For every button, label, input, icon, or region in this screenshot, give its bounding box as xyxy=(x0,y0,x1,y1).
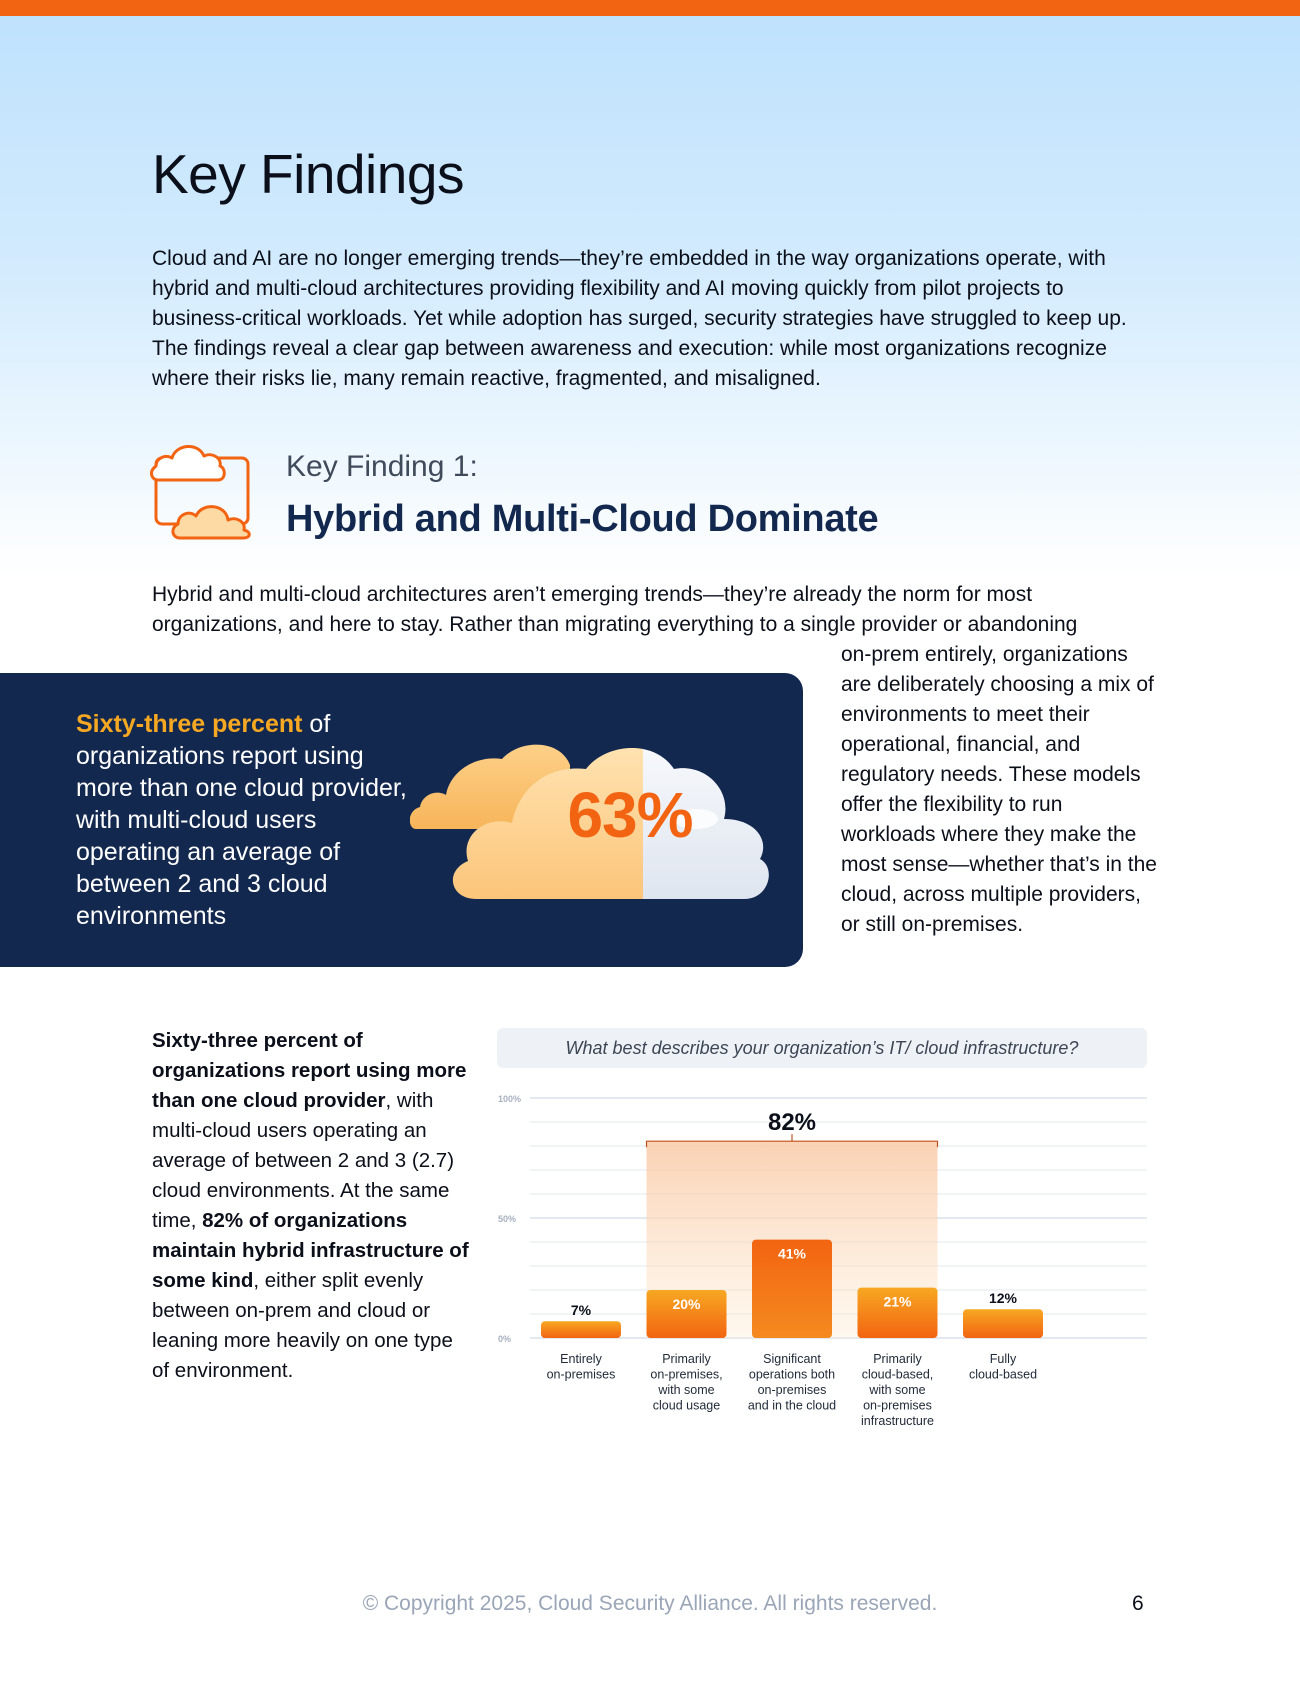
y-tick-label: 0% xyxy=(498,1334,512,1344)
bar-value-label: 12% xyxy=(988,1290,1018,1307)
finding-paragraph-side: on-prem entirely, organizations are deliberately choosing a mix of environments to meet their operational, financial, and regulatory needs. These models offer the flexibility to run workloads where they make the most sense—whether that’s in the cloud, across multiple providers, or still on-premises. xyxy=(841,643,1157,936)
bar-value-label: 20% xyxy=(672,1296,701,1312)
y-tick-label: 50% xyxy=(498,1214,517,1224)
category-label: Significant xyxy=(763,1352,821,1366)
category-label: cloud-based xyxy=(968,1367,1038,1382)
category-label: Entirely xyxy=(560,1352,602,1366)
category-label: operations both xyxy=(748,1367,836,1382)
intro-paragraph: Cloud and AI are no longer emerging trends—they’re embedded in the way organizations operate, with hybrid and multi-cloud architectures providing flexibility and AI moving quickly from pilot projects to business-critical workloads. Yet while adoption has surged, security strategies have struggled to keep up. The findings reveal a clear gap between awareness and execution: while most organizations recognize where their risks lie, many remain reactive, fragmented, and misaligned. xyxy=(152,247,1127,390)
page-number: 6 xyxy=(1132,1592,1144,1615)
top-accent-bar xyxy=(0,0,1300,16)
infrastructure-bar-chart xyxy=(490,1080,1160,1440)
category-label: cloud usage xyxy=(652,1398,721,1413)
category-label: Fully xyxy=(989,1352,1017,1366)
category-label: on-premises, xyxy=(650,1367,723,1382)
stat-63-percent: 63% xyxy=(567,779,693,851)
category-label: with some xyxy=(658,1383,715,1397)
bar-value-label: 7% xyxy=(570,1302,592,1319)
cloud-icon xyxy=(150,432,262,542)
bar xyxy=(541,1321,621,1338)
stat-callout-rest: of organizations report using more than one cloud provider, with multi-cloud users operating an average of between 2 and 3 cloud environments xyxy=(76,710,407,930)
hybrid-bracket-label: 82% xyxy=(767,1109,817,1137)
chart-title: What best describes your organization’s IT/ cloud infrastructure? xyxy=(497,1028,1147,1068)
stat-callout-highlight: Sixty-three percent xyxy=(76,710,303,738)
category-label: infrastructure xyxy=(861,1414,934,1428)
category-label: Primarily xyxy=(873,1352,922,1366)
category-label: on-premises xyxy=(757,1383,827,1397)
category-label: Primarily xyxy=(662,1352,711,1366)
category-label: with some xyxy=(869,1383,926,1397)
summary-text-2: , either split evenly between on-prem and cloud or leaning more heavily on one type of environment. xyxy=(152,1269,453,1382)
category-label: and in the cloud xyxy=(747,1398,837,1413)
y-tick-label: 100% xyxy=(498,1094,522,1104)
bar-value-label: 41% xyxy=(777,1245,807,1262)
bar xyxy=(963,1309,1043,1338)
key-finding-title: Hybrid and Multi-Cloud Dominate xyxy=(286,498,879,540)
category-label: cloud-based, xyxy=(861,1367,934,1382)
key-finding-label: Key Finding 1: xyxy=(286,450,478,483)
footer-copyright: © Copyright 2025, Cloud Security Alliance. All rights reserved. xyxy=(362,1592,938,1615)
finding-paragraph-top: Hybrid and multi-cloud architectures aren’t emerging trends—they’re already the norm for most organizations, and here to stay. Rather than migrating everything to a single provider or abandoning xyxy=(152,583,1078,636)
summary-text-1: , with multi-cloud users operating an average of between 2 and 3 (2.7) cloud environments. At the same time, xyxy=(152,1089,455,1232)
summary-bold-2: 82% of organizations maintain hybrid infrastructure of some kind xyxy=(152,1209,469,1292)
page-title: Key Findings xyxy=(152,143,464,205)
stat-callout-text xyxy=(76,708,416,932)
chart-summary-paragraph xyxy=(152,1026,470,1386)
summary-bold-1: Sixty-three percent of organizations report using more than one cloud provider xyxy=(152,1029,467,1112)
category-label: on-premises xyxy=(863,1398,932,1413)
category-label: on-premises xyxy=(546,1367,616,1382)
bar-value-label: 21% xyxy=(883,1293,912,1310)
